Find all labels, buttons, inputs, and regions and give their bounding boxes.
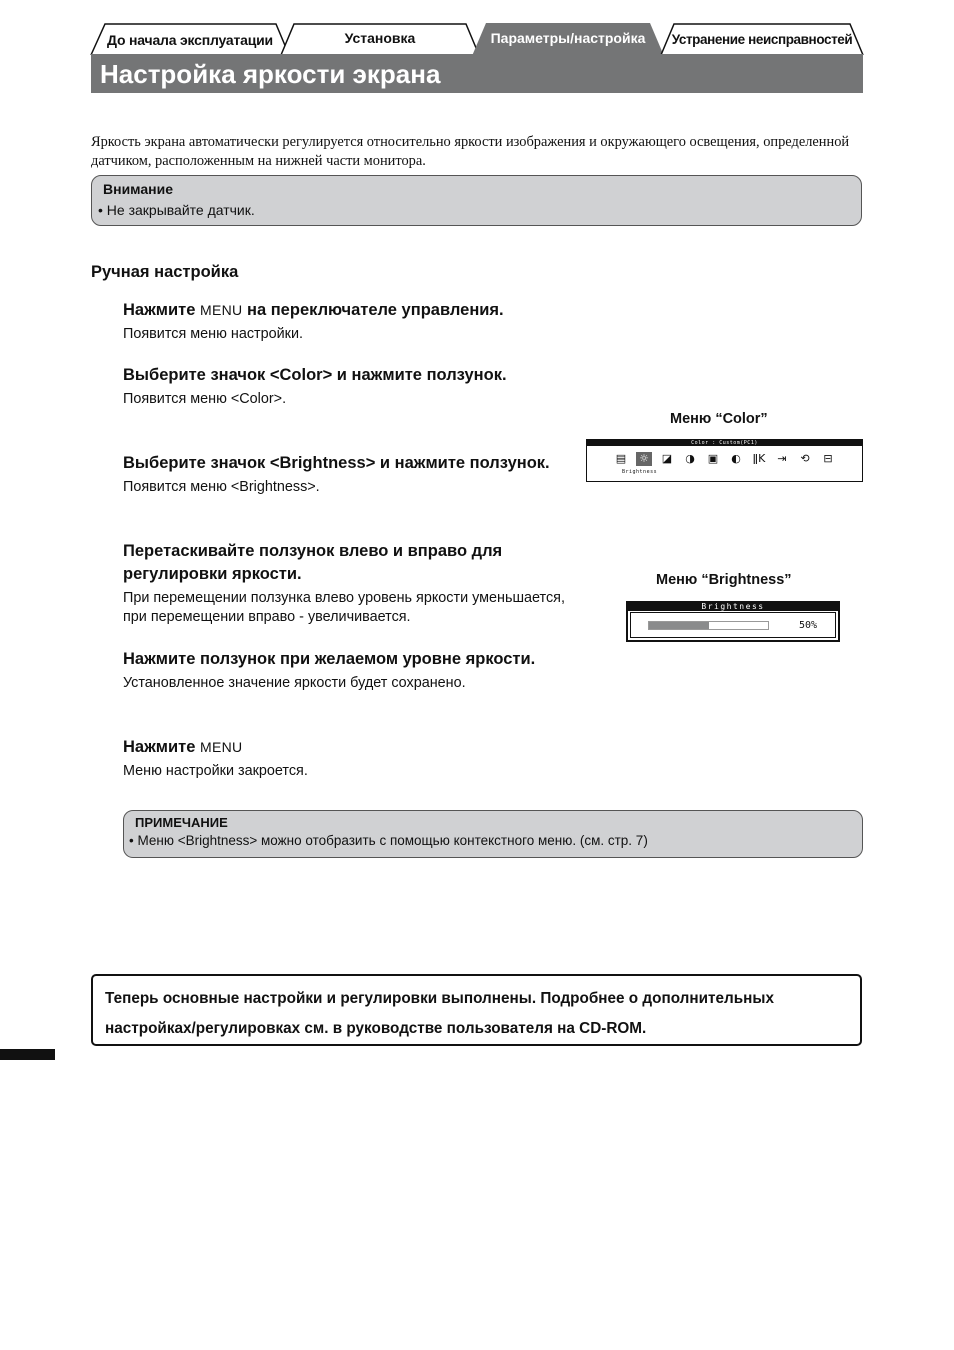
menu-key-label: MENU [199,302,243,318]
tab-installation[interactable] [280,22,480,54]
step-title: Нажмите ползунок при желаемом уровне яркости. [123,650,536,668]
brightness-value: 50% [798,620,817,631]
caution-title: Внимание [103,181,173,197]
step-description: Появится меню <Brightness>. [123,479,320,495]
page-edge-marker [0,1049,55,1060]
saturation-icon: ◐ [731,452,741,465]
step-title: Перетаскивайте ползунок влево и вправо для регулировки яркости. [123,542,503,583]
intro-paragraph: Яркость экрана автоматически регулируется относительно яркости изображения и окружающего освещения, определенной датчиком, расположенным на нижней части монитора. [91,134,850,169]
brightness-icon: ☼ [636,452,652,466]
step-title: Выберите значок <Color> и нажмите ползунок. [123,366,507,384]
tab-label: Параметры/настройка [490,30,646,46]
contrast-adjust-icon: ◪ [661,452,673,465]
step-description: Появится меню настройки. [123,326,303,342]
tab-troubleshooting[interactable] [660,22,864,54]
tab-label: До начала эксплуатации [107,32,273,48]
step-description: При перемещении ползунка влево уровень яркости уменьшается, при перемещении вправо - увеличивается. [123,590,565,625]
summary-line-2: настройках/регулировках см. в руководстве пользователя на CD-ROM. [105,1020,647,1037]
half-circle-icon: ◑ [685,452,695,465]
step-title-text: Нажмите [123,738,200,756]
note-text: • Меню <Brightness> можно отобразить с помощью контекстного меню. (см. стр. 7) [129,833,648,848]
step-description: Установленное значение яркости будет сохранено. [123,675,466,691]
note-title: ПРИМЕЧАНИЕ [135,815,228,830]
color-menu-caption: Меню “Color” [670,411,768,427]
tab-label: Установка [344,30,416,46]
page-title: Настройка яркости экрана [91,54,863,93]
step-4 [123,540,583,627]
color-menu-header: Color : Custom(PC1) [587,440,862,446]
tab-settings-active[interactable] [472,22,664,54]
monitor-icon: ▤ [615,452,627,465]
reset-icon: ⟲ [800,452,810,465]
summary-box [91,974,862,1046]
menu-key-label: MENU [199,739,243,755]
color-menu-icons [613,452,836,466]
section-tabs [90,22,864,56]
step-5 [123,648,573,693]
brightness-menu-caption: Меню “Brightness” [656,572,792,588]
step-title: Выберите значок <Brightness> и нажмите ползунок. [123,454,550,472]
tab-label: Устранение неисправностей [671,31,853,47]
color-menu-selected-label: Brightness [622,469,658,475]
step-3 [123,452,573,497]
step-title [123,299,573,322]
gamma-icon: ▣ [707,452,719,465]
tab-before-use[interactable] [90,22,290,54]
section-heading: Ручная настройка [91,263,239,281]
summary-line-1: Теперь основные настройки и регулировки выполнены. Подробнее о дополнительных [105,990,774,1007]
brightness-slider[interactable] [648,621,769,630]
color-menu-figure [586,439,863,482]
exit-icon: ⊟ [823,452,833,465]
note-box [123,810,863,858]
brightness-slider-panel [630,612,836,638]
step-description: Появится меню <Color>. [123,391,287,407]
arrow-right-icon: ⇥ [777,452,787,465]
brightness-menu-header: Brightness [628,603,838,611]
brightness-slider-fill [649,622,709,629]
caution-box [91,175,862,226]
step-title-text: на переключателе управления. [242,301,504,319]
step-title-text: Нажмите [123,301,200,319]
temperature-k-icon: ǁK [752,452,766,465]
step-2 [123,364,573,409]
step-title [123,736,573,759]
caution-text: • Не закрывайте датчик. [98,202,255,218]
step-description: Меню настройки закроется. [123,763,308,779]
step-6 [123,736,573,781]
brightness-menu-figure [626,601,840,642]
step-1 [123,299,573,344]
